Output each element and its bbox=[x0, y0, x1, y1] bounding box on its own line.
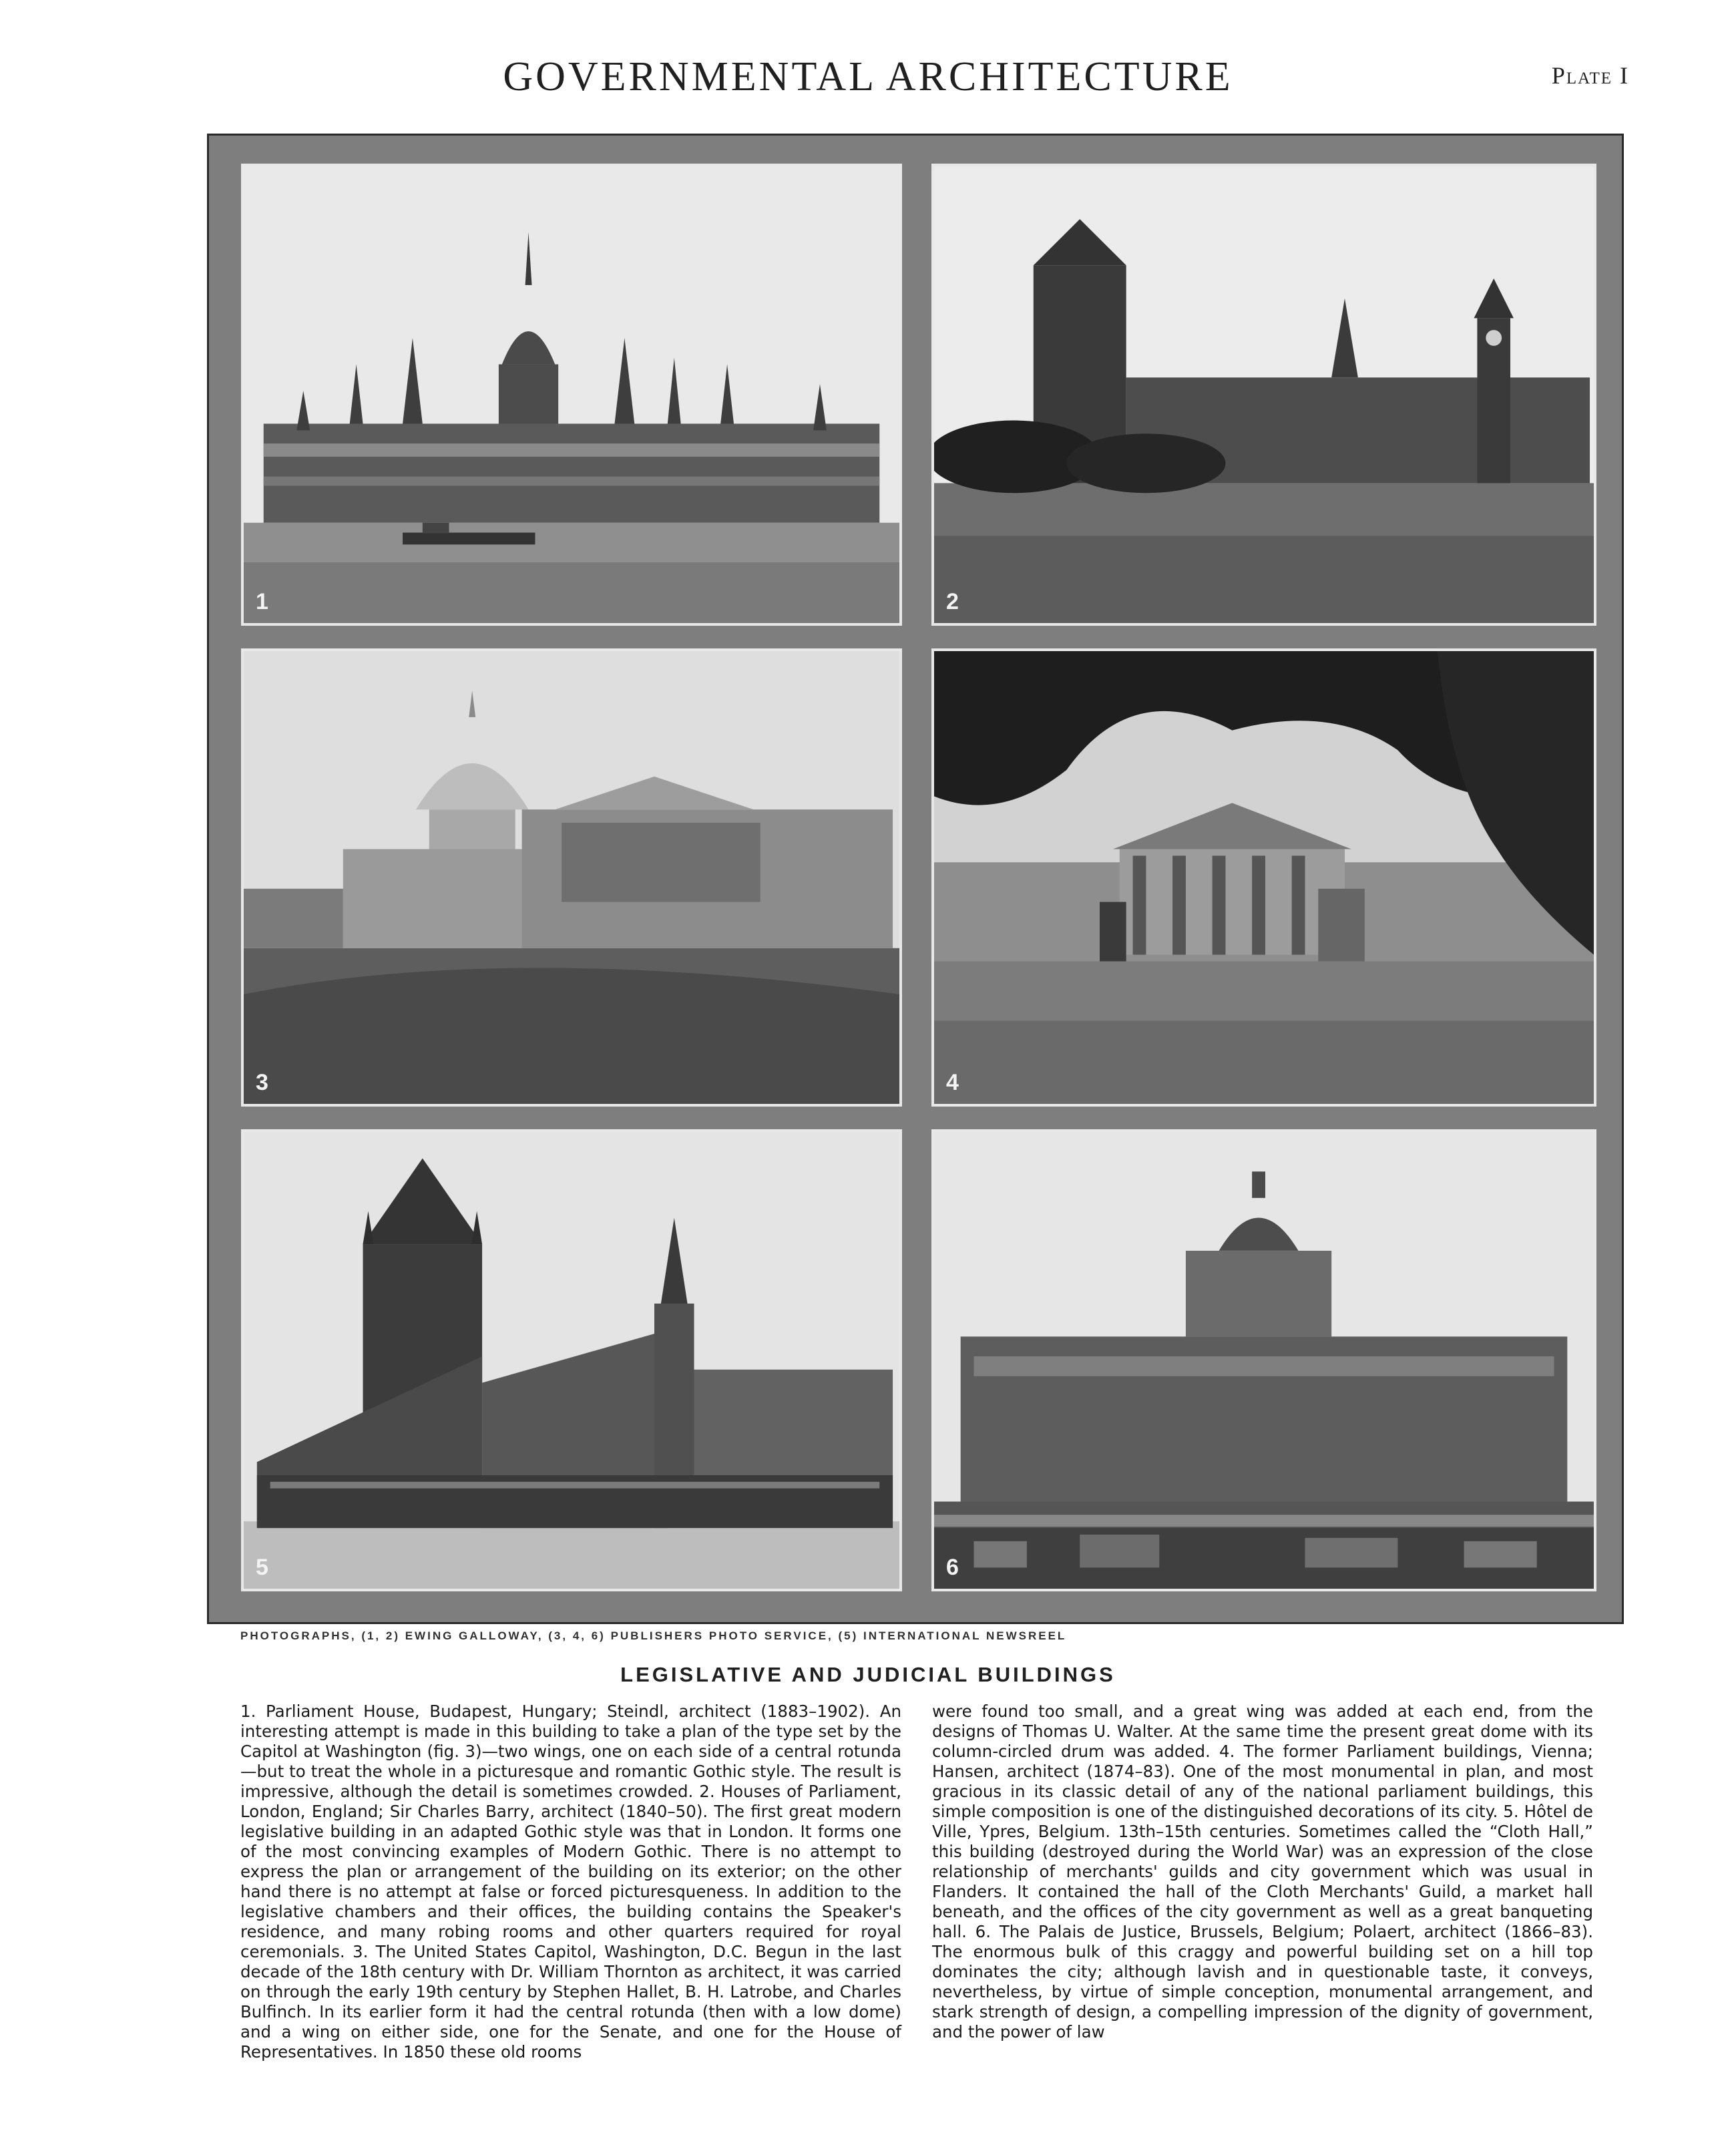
photo-us-capitol bbox=[241, 648, 902, 1107]
plate-label: Plate I bbox=[1551, 62, 1629, 89]
photo-ypres-cloth-hall bbox=[241, 1129, 902, 1591]
page-title: GOVERNMENTAL ARCHITECTURE bbox=[503, 54, 1233, 100]
ypres-cloth-hall-image bbox=[244, 1132, 899, 1589]
photo-number: 6 bbox=[946, 1555, 959, 1580]
london-parliament-image bbox=[934, 166, 1594, 623]
photo-plate bbox=[207, 134, 1624, 1624]
us-capitol-image bbox=[244, 651, 899, 1104]
photo-number: 4 bbox=[946, 1070, 959, 1095]
photo-london-parliament bbox=[931, 164, 1596, 626]
caption-right-column: were found too small, and a great wing was added at each end, from the designs of Thomas U. Walter. At the same time the present great dome with its column-circled drum was added. 4. The former Parliament buildings, Vienna; Hansen, architect (1874–83). One of the most monumental in plan, and most gracious in its classic detail of any of the national parliament buildings, this simple composition is one of the distinguished decorations of its city. 5. Hôtel de Ville, Ypres, Belgium. 13th–15th centuries. Sometimes called the “Cloth Hall,” this building (destroyed during the World War) was an expression of the close relationship of merchants' guilds and city government which was usual in Flanders. It contained the hall of the Cloth Merchants' Guild, a market hall beneath, and the offices of the city government as well as a great banqueting hall. 6. The Palais de Justice, Brussels, Belgium; Polaert, architect (1866–83). The enormous bulk of this craggy and powerful building set on a hill top dominates the city; although lavish and in questionable taste, it conveys, nevertheless, by virtue of simple conception, monumental arrangement, and stark strength of design, a compelling impression of the dignity of government, and the power of law bbox=[932, 1702, 1593, 2041]
photo-budapest-parliament bbox=[241, 164, 902, 626]
photo-number: 2 bbox=[946, 589, 959, 614]
budapest-parliament-image bbox=[244, 166, 899, 623]
section-title: LEGISLATIVE AND JUDICIAL BUILDINGS bbox=[620, 1663, 1116, 1686]
photo-number: 1 bbox=[256, 589, 268, 614]
vienna-parliament-image bbox=[934, 651, 1594, 1104]
caption-left-column: 1. Parliament House, Budapest, Hungary; Steindl, architect (1883–1902). An interesting attempt is made in this building to take a plan of the type set by the Capitol at Washington (fig. 3)—two wings, one on each side of a central rotunda—but to treat the whole in a picturesque and romantic Gothic style. The result is impressive, although the detail is sometimes crowded. 2. Houses of Parliament, London, England; Sir Charles Barry, architect (1840–50). The first great modern legislative building in an adapted Gothic style was that in London. It forms one of the most convincing examples of Modern Gothic. There is no attempt to express the plan or arrangement of the building on its exterior; on the other hand there is no attempt at false or forced picturesqueness. In addition to the legislative chambers and their offices, the building contains the Speaker's residence, and many robing rooms and other quarters required for royal ceremonials. 3. The United States Capitol, Washington, D.C. Begun in the last decade of the 18th century with Dr. William Thornton as architect, it was carried on through the early 19th century by Stephen Hallet, B. H. Latrobe, and Charles Bulfinch. In its earlier form it had the central rotunda (then with a low dome) and a wing on either side, one for the Senate, and one for the House of Representatives. In 1850 these old rooms bbox=[240, 1702, 901, 2062]
photo-brussels-palais-de-justice bbox=[931, 1129, 1596, 1591]
photo-number: 3 bbox=[256, 1070, 268, 1095]
photo-number: 5 bbox=[256, 1555, 268, 1580]
photo-credit: PHOTOGRAPHS, (1, 2) EWING GALLOWAY, (3, 4, 6) PUBLISHERS PHOTO SERVICE, (5) INTERNATIONAL NEWSREEL bbox=[240, 1629, 1067, 1642]
brussels-palais-de-justice-image bbox=[934, 1132, 1594, 1589]
photo-vienna-parliament bbox=[931, 648, 1596, 1107]
